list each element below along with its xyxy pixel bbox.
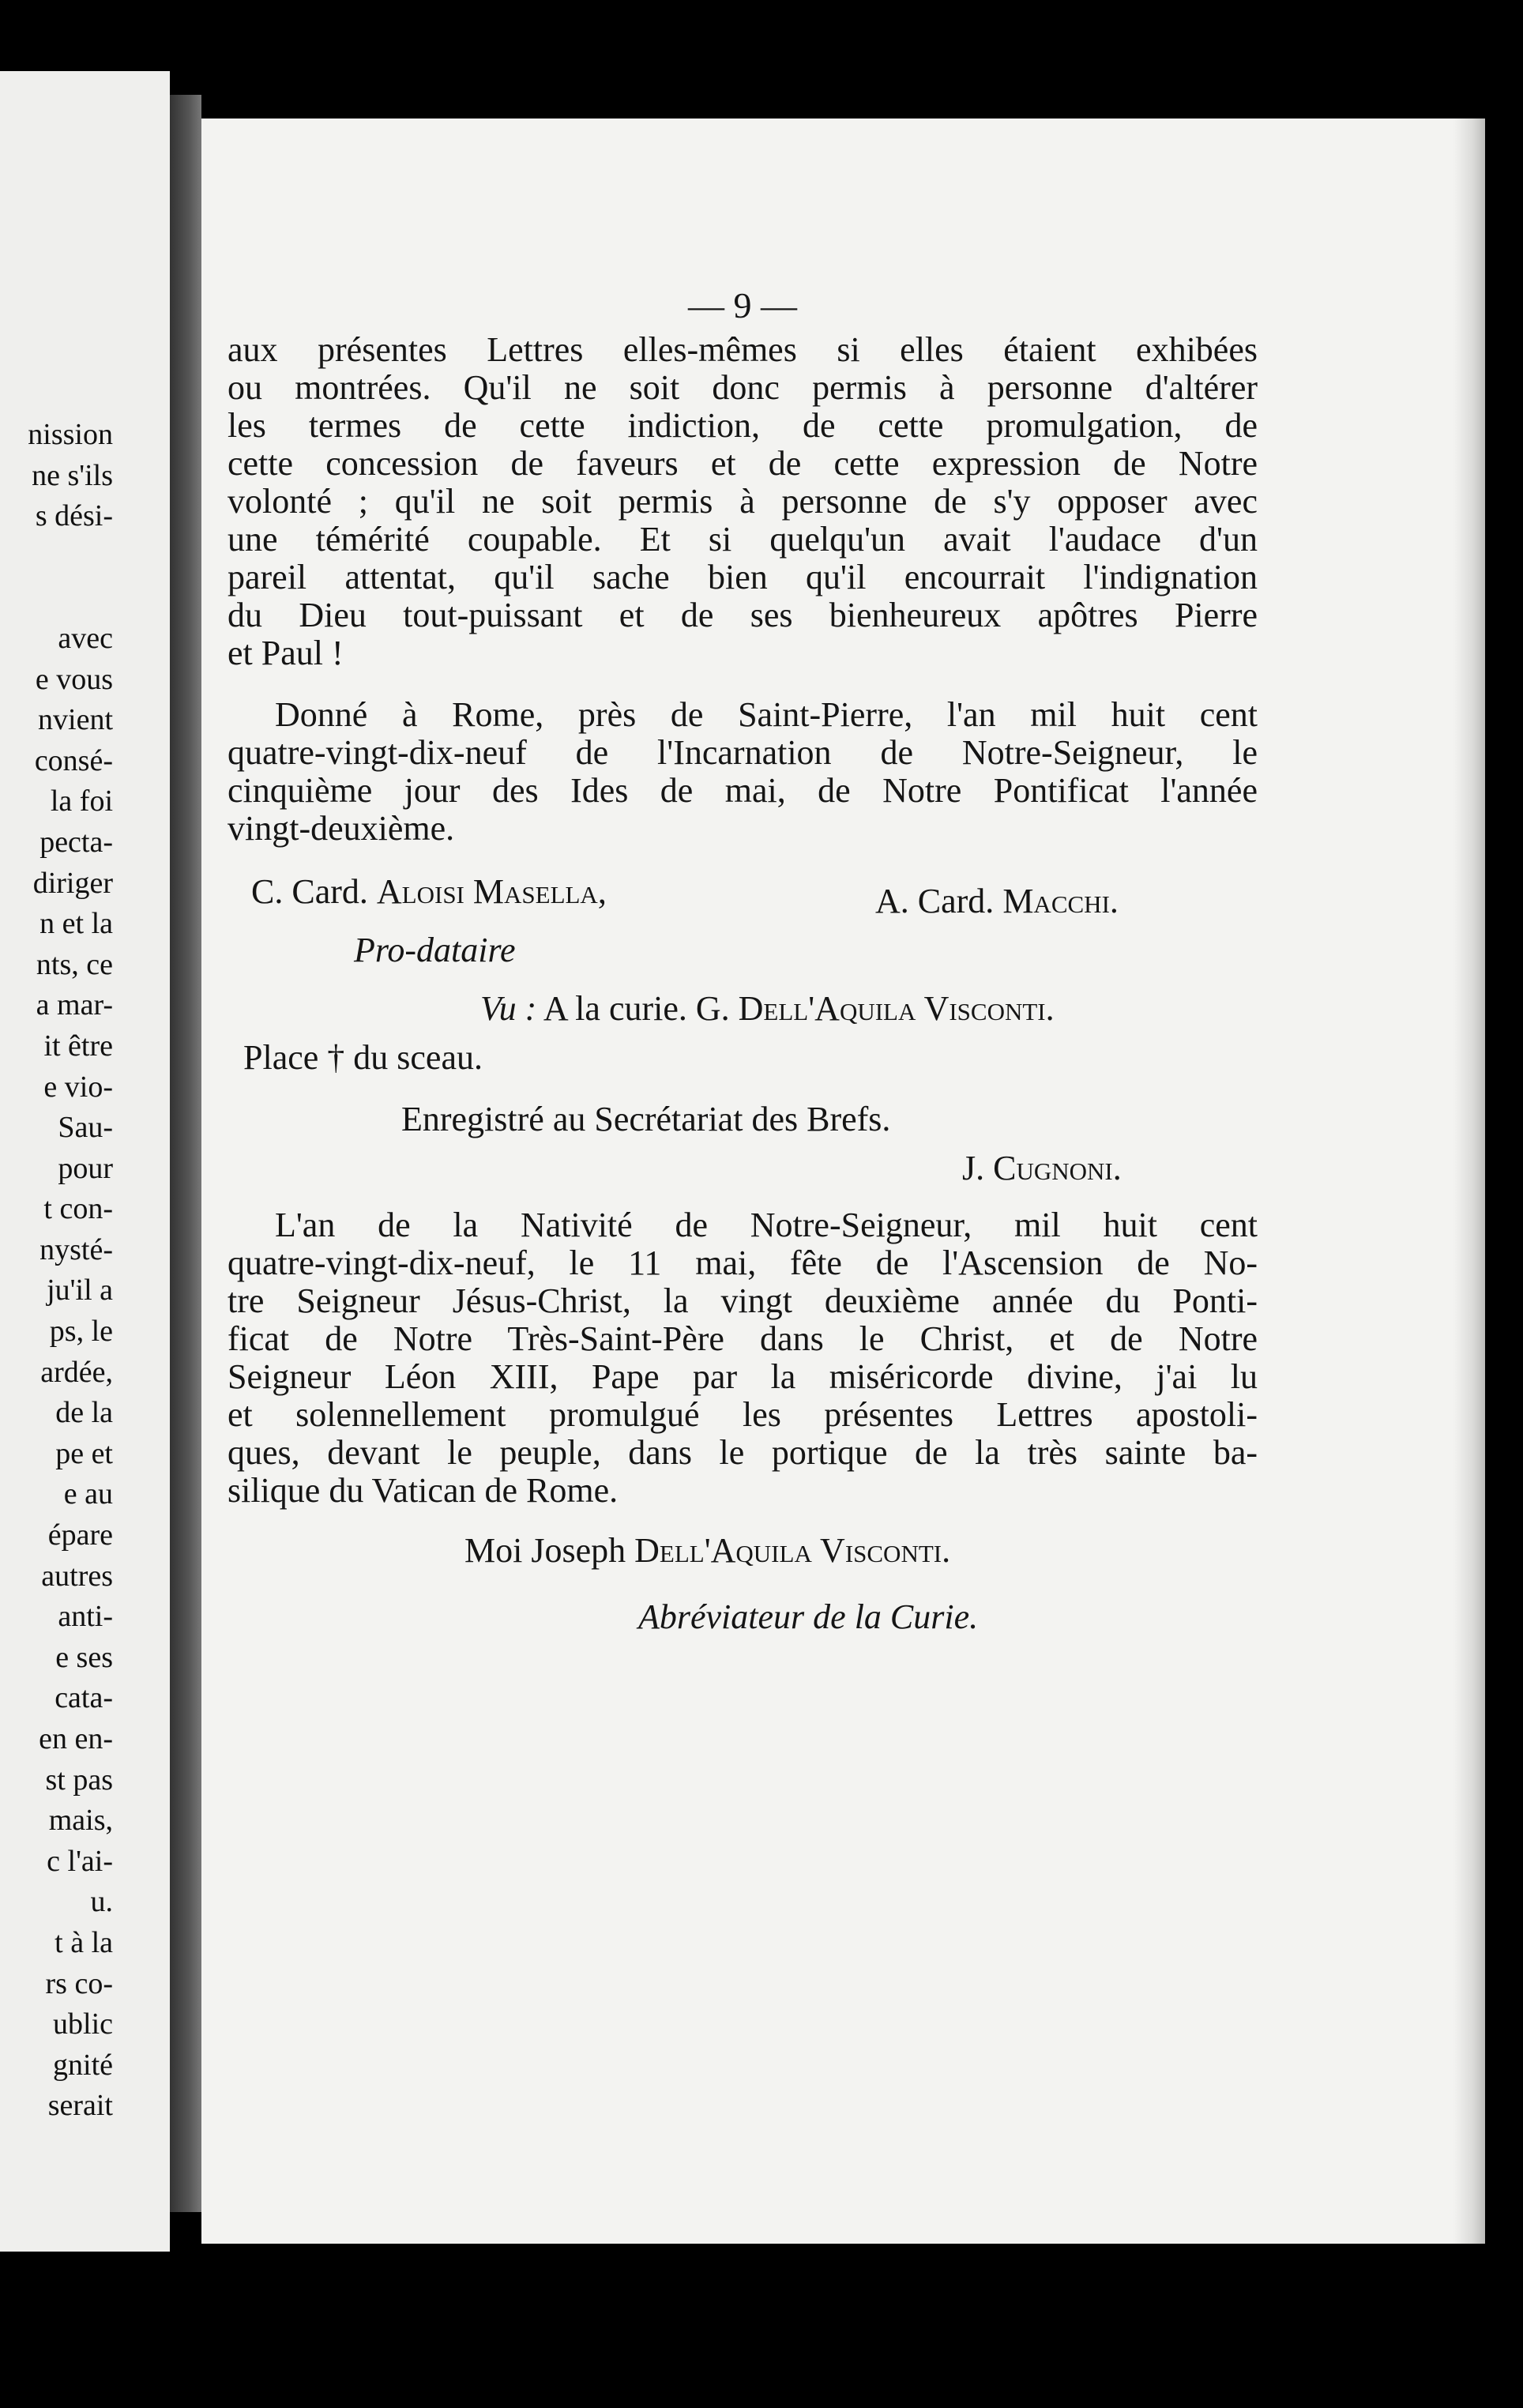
signature-masella: C. Card. Aloisi Masella, xyxy=(251,872,607,911)
text-line: et Paul ! xyxy=(228,634,344,672)
left-page-line: ju'il a xyxy=(47,1274,113,1307)
left-page-line: c l'ai- xyxy=(47,1844,113,1878)
signature-visconti: Moi Joseph Dell'Aquila Visconti. xyxy=(464,1531,951,1570)
left-page-line: autres xyxy=(41,1559,113,1593)
vu-line: Vu : A la curie. G. Dell'Aquila Visconti. xyxy=(480,989,1055,1028)
left-page-line: gnité xyxy=(53,2048,113,2082)
left-page-line: e ses xyxy=(55,1640,113,1674)
left-page-line: épare xyxy=(47,1518,113,1552)
signature-row-1 xyxy=(228,871,1258,922)
book-gutter xyxy=(170,95,201,2212)
enregistre-row xyxy=(228,1099,1258,1148)
left-page-line: anti- xyxy=(58,1600,113,1634)
left-page-line: pour xyxy=(58,1151,113,1185)
paragraph-1 xyxy=(228,331,1258,672)
text-line: quatre-vingt-dix-neuf de l'Incarnation de Notre-Seigneur, le xyxy=(228,733,1258,772)
cugnoni-row xyxy=(228,1148,1258,1197)
text-line: aux présentes Lettres elles-mêmes si elles étaient exhibées xyxy=(228,330,1258,369)
left-page-line: nysté- xyxy=(39,1232,113,1266)
left-page xyxy=(0,71,170,2252)
left-page-line: s dési- xyxy=(35,499,113,533)
page-text xyxy=(228,284,1258,1646)
left-page-line: diriger xyxy=(32,866,113,900)
left-page-text xyxy=(28,415,113,2127)
page-edge xyxy=(1453,119,1485,2244)
left-page-line: pecta- xyxy=(39,825,113,859)
text-line: ficat de Notre Très-Saint-Père dans le Christ, et de Notre xyxy=(228,1319,1258,1358)
text-line: ou montrées. Qu'il ne soit donc permis à personne d'altérer xyxy=(228,368,1258,407)
left-page-line: ublic xyxy=(53,2007,113,2041)
left-page-line: n et la xyxy=(39,907,113,941)
left-page-line: nission xyxy=(28,418,113,451)
left-page-line: mais, xyxy=(48,1804,113,1838)
left-page-line xyxy=(28,537,113,578)
left-page-line: t con- xyxy=(43,1192,113,1226)
left-page-line: st pas xyxy=(45,1763,113,1797)
left-page-line: Sau- xyxy=(58,1111,113,1145)
text-line: Seigneur Léon XIII, Pape par la miséricorde divine, j'ai lu xyxy=(228,1357,1258,1396)
left-page-line: ardée, xyxy=(40,1355,113,1389)
left-page-line: ne s'ils xyxy=(32,458,113,492)
abreviateur-row xyxy=(228,1597,1258,1646)
left-page-line: en en- xyxy=(39,1722,113,1755)
text-line: tre Seigneur Jésus-Christ, la vingt deuxième année du Ponti- xyxy=(228,1281,1258,1320)
visconti-row xyxy=(228,1530,1258,1597)
pro-dataire-label: Pro-dataire xyxy=(354,931,516,969)
left-page-line: cata- xyxy=(55,1681,113,1715)
place-du-sceau: Place † du sceau. xyxy=(243,1038,483,1077)
text-line: silique du Vatican de Rome. xyxy=(228,1471,619,1510)
pro-dataire-row xyxy=(228,922,1258,988)
left-page-line: e vio- xyxy=(43,1070,113,1104)
left-page-line: consé- xyxy=(34,743,113,777)
text-line: cette concession de faveurs et de cette expression de Notre xyxy=(228,444,1258,483)
text-line: ques, devant le peuple, dans le portique de la très sainte ba- xyxy=(228,1433,1258,1472)
text-line: les termes de cette indiction, de cette promulgation, de xyxy=(228,406,1258,445)
text-line: L'an de la Nativité de Notre-Seigneur, mil huit cent xyxy=(275,1206,1258,1244)
text-line: du Dieu tout-puissant et de ses bienheureux apôtres Pierre xyxy=(228,596,1258,634)
paragraph-2 xyxy=(228,696,1258,848)
signature-cugnoni: J. Cugnoni. xyxy=(962,1149,1122,1187)
left-page-line: e vous xyxy=(35,662,113,696)
place-row xyxy=(228,1037,1258,1099)
text-line: cinquième jour des Ides de mai, de Notre Pontificat l'année xyxy=(228,771,1258,810)
left-page-line: de la xyxy=(55,1396,113,1430)
left-page-line: it être xyxy=(43,1029,113,1063)
left-page-line: nvient xyxy=(38,703,113,737)
left-page-line: serait xyxy=(47,2089,113,2123)
left-page-line: nts, ce xyxy=(36,947,113,981)
left-page-line: ps, le xyxy=(49,1315,113,1349)
text-line: vingt-deuxième. xyxy=(228,809,455,848)
signature-macchi: A. Card. Macchi. xyxy=(875,882,1119,920)
left-page-line xyxy=(28,578,113,619)
left-page-line: la foi xyxy=(50,784,113,818)
paragraph-3 xyxy=(228,1206,1258,1510)
text-line: Donné à Rome, près de Saint-Pierre, l'an mil huit cent xyxy=(275,695,1258,734)
page-number: — 9 — xyxy=(688,285,797,325)
text-line: une témérité coupable. Et si quelqu'un avait l'audace d'un xyxy=(228,520,1258,559)
text-line: quatre-vingt-dix-neuf, le 11 mai, fête de l'Ascension de No- xyxy=(228,1244,1258,1282)
left-page-line: e au xyxy=(63,1477,113,1511)
text-line: pareil attentat, qu'il sache bien qu'il encourrait l'indignation xyxy=(228,558,1258,596)
left-page-line: rs co- xyxy=(45,1966,113,2000)
text-line: volonté ; qu'il ne soit permis à personne de s'y opposer avec xyxy=(228,482,1258,521)
left-page-line: avec xyxy=(58,621,113,655)
left-page-line: u. xyxy=(90,1885,113,1919)
abreviateur-label: Abréviateur de la Curie. xyxy=(638,1597,979,1636)
left-page-line: a mar- xyxy=(36,988,113,1022)
vu-row xyxy=(228,988,1258,1037)
left-page-line: t à la xyxy=(55,1925,113,1959)
text-line: et solennellement promulgué les présentes Lettres apostoli- xyxy=(228,1395,1258,1434)
left-page-line: pe et xyxy=(55,1436,113,1470)
enregistre-line: Enregistré au Secrétariat des Brefs. xyxy=(401,1100,891,1138)
